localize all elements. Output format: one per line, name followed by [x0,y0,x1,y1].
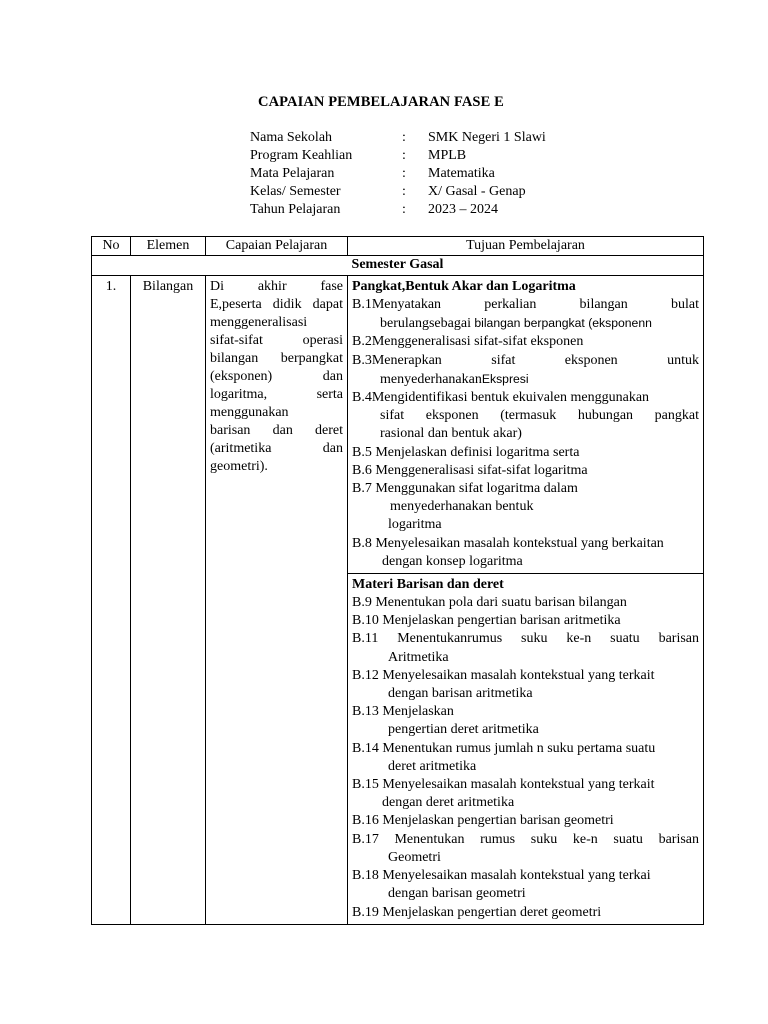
capaian-line: (aritmetika dan [210,441,343,456]
list-item-b14 [352,740,699,776]
item-line: B.15 Menyelesaikan masalah kontekstual yang terkait [352,777,655,793]
list-item-b12 [352,667,699,703]
row-capaian [206,276,348,925]
capaian-line: Di akhir fase [210,279,343,294]
header-no: No [92,237,131,256]
document-title: CAPAIAN PEMBELAJARAN FASE E [258,94,504,110]
item-line: B.3Menerapkan sifat eksponen untuk [352,352,699,368]
info-separator: : [402,202,406,217]
list-item-b15 [352,776,699,812]
item-line: rasional dan bentuk akar) [380,426,522,442]
item-line: logaritma [388,517,442,533]
capaian-line: (eksponen) dan [210,369,343,384]
item-line: Aritmetika [388,649,449,665]
list-item-b11 [352,630,699,666]
info-row-program-keahlian [250,147,546,165]
table-row [92,276,704,574]
capaian-line: sifat-sifat operasi [210,333,343,348]
item-line [352,314,699,333]
row-number: 1. [92,276,131,925]
item-line-part: bilangan berpangkat (eksponenn [470,316,652,331]
list-item-b3 [352,352,699,389]
semester-label: Semester Gasal [92,256,704,276]
list-item-b1 [352,296,699,333]
item-line: B.7 Menggunakan sifat logaritma dalam [352,481,578,497]
info-value: SMK Negeri 1 Slawi [428,130,546,145]
list-item-b19 [352,904,699,922]
school-info-table [250,129,546,219]
capaian-line: bilangan berpangkat [210,351,343,366]
semester-row [92,256,704,276]
table-header-row [92,237,704,256]
item-line: B.9 Menentukan pola dari suatu barisan bilangan [352,595,627,611]
info-row-kelas-semester [250,183,546,201]
info-row-mata-pelajaran [250,165,546,183]
item-line: dengan barisan geometri [388,886,526,902]
item-line: B.16 Menjelaskan pengertian barisan geometri [352,813,614,829]
item-line: Geometri [388,849,441,865]
info-label: Tahun Pelajaran [250,202,341,217]
info-separator: : [402,130,406,145]
item-line: menyederhanakan bentuk [390,499,534,515]
capaian-line: barisan dan deret [210,423,343,438]
capaian-line: menggeneralisasi [210,315,308,330]
header-capaian: Capaian Pelajaran [206,237,348,256]
list-item-b8 [352,535,699,571]
item-line: dengan deret aritmetika [382,795,515,811]
section-title: Materi Barisan dan deret [352,577,504,593]
section-title: Pangkat,Bentuk Akar dan Logaritma [352,279,576,294]
header-tujuan: Tujuan Pembelajaran [348,237,704,256]
item-line: B.11 Menentukanrumus suku ke-n suatu barisan [352,631,699,647]
list-item-b5 [352,444,699,462]
info-value: X/ Gasal - Genap [428,184,526,199]
info-separator: : [402,184,406,199]
info-label: Kelas/ Semester [250,184,341,199]
tujuan-section-barisan [348,574,704,925]
info-row-tahun-pelajaran [250,201,546,219]
capaian-line: menggunakan [210,405,289,420]
item-line: B.19 Menjelaskan pengertian deret geometri [352,904,602,920]
capaian-line: geometri). [210,459,268,474]
info-label: Nama Sekolah [250,130,333,145]
item-line: B.12 Menyelesaikan masalah kontekstual yang terkait [352,667,655,683]
item-line: B.8 Menyelesaikan masalah kontekstual yang berkaitan [352,535,664,551]
info-label: Mata Pelajaran [250,166,335,181]
item-line: B.1Menyatakan perkalian bilangan bulat [352,297,699,312]
info-value: 2023 – 2024 [428,202,498,217]
item-line: sifat eksponen (termasuk hubungan pangkat [380,408,699,424]
item-line: dengan konsep logaritma [382,553,523,569]
info-value: MPLB [428,148,467,163]
item-line [352,370,699,389]
learning-outcomes-table [91,236,704,925]
item-line: pengertian deret aritmetika [388,722,539,738]
item-line-part: berulangsebagai [380,316,471,332]
item-line: B.5 Menjelaskan definisi logaritma serta [352,444,580,460]
list-item-b17 [352,831,699,867]
item-line: B.6 Menggeneralisasi sifat-sifat logaritma [352,462,588,478]
info-separator: : [402,166,406,181]
list-item-b13 [352,703,699,739]
list-item-b2 [352,333,699,351]
item-line: B.13 Menjelaskan [352,704,454,720]
list-item-b6 [352,462,699,480]
info-row-nama-sekolah [250,129,546,147]
item-line: deret aritmetika [388,758,477,774]
item-line: dengan barisan aritmetika [388,686,533,702]
item-line: B.17 Menentukan rumus suku ke-n suatu barisan [352,831,699,847]
list-item-b18 [352,867,699,903]
info-value: Matematika [428,166,495,181]
item-line-part: Ekspresi [481,371,529,386]
item-line: B.10 Menjelaskan pengertian barisan aritmetika [352,613,621,629]
header-elemen: Elemen [131,237,206,256]
item-line: B.18 Menyelesaikan masalah kontekstual yang terkai [352,868,651,884]
list-item-b4 [352,389,699,444]
list-item-b10 [352,612,699,630]
item-line: B.2Menggeneralisasi sifat-sifat eksponen [352,334,584,350]
capaian-line: E,peserta didik dapat [210,297,343,312]
info-separator: : [402,148,406,163]
info-label: Program Keahlian [250,148,353,163]
item-line-part: menyederhanakan [380,371,482,387]
list-item-b9 [352,594,699,612]
tujuan-section-pangkat [348,276,704,574]
item-line: B.4Mengidentifikasi bentuk ekuivalen menggunakan [352,390,650,406]
item-line: B.14 Menentukan rumus jumlah n suku pertama suatu [352,740,656,756]
capaian-line: logaritma, serta [210,387,343,402]
list-item-b7 [352,480,699,535]
list-item-b16 [352,812,699,830]
row-elemen: Bilangan [131,276,206,925]
